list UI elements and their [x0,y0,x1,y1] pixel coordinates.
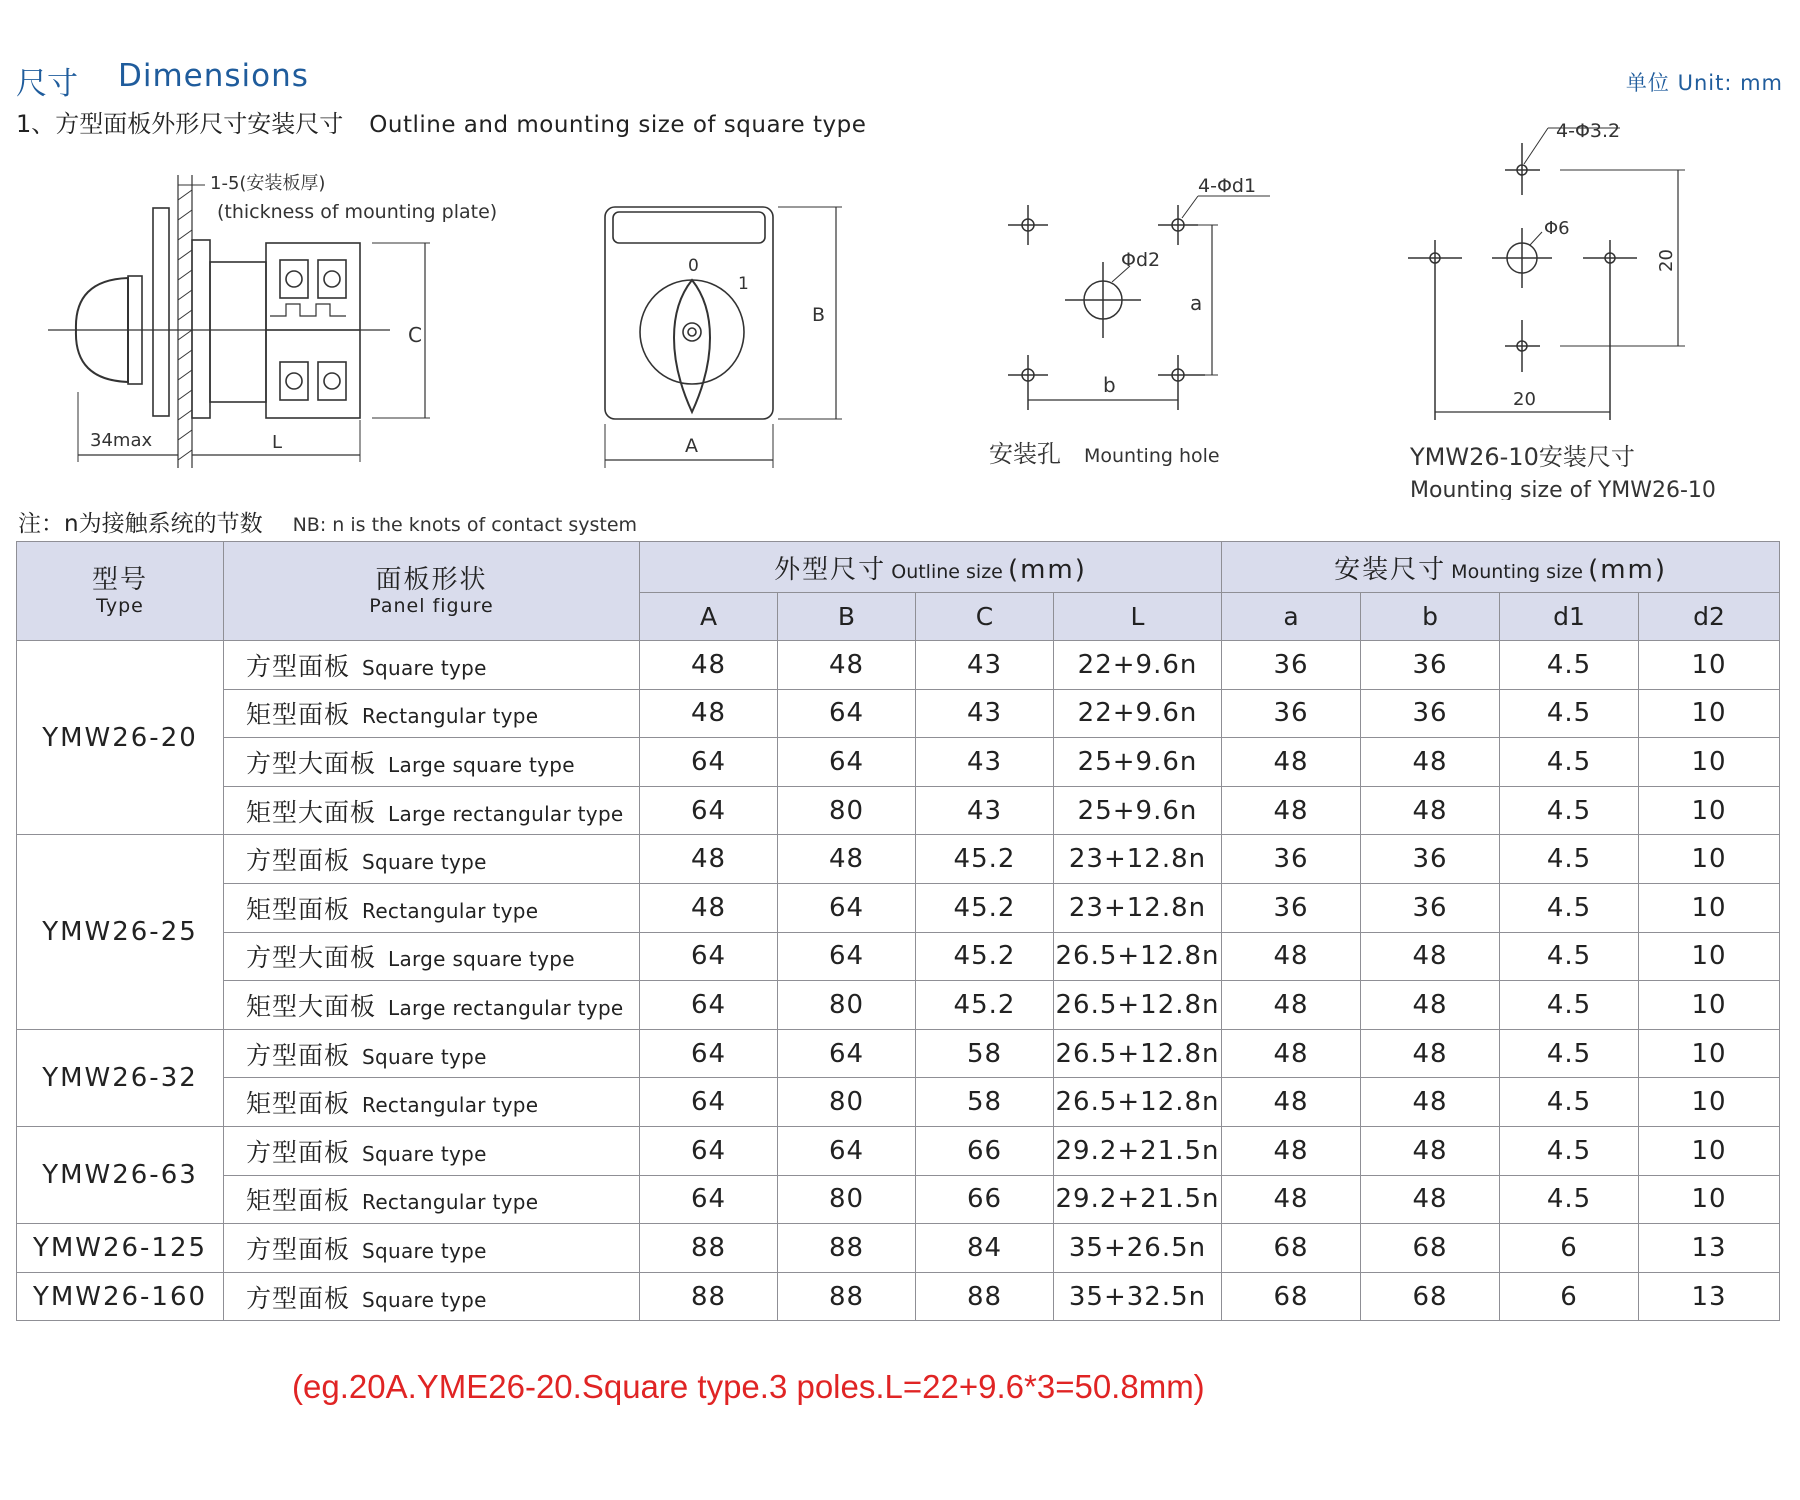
col-header-C: C [916,593,1054,641]
panel-figure-cell [224,932,640,981]
value-cell-a: 68 [1222,1224,1361,1273]
m10-20-vertical: 20 [1656,249,1677,272]
panel-figure-en: Rectangular type [362,1190,539,1215]
value-cell-b: 48 [1361,1029,1500,1078]
value-cell-C: 66 [916,1175,1054,1224]
value-cell-B: 80 [778,1078,916,1127]
table-row [17,932,1780,981]
value-cell-B: 80 [778,981,916,1030]
value-cell-b: 36 [1361,835,1500,884]
front-view-drawing [605,207,842,468]
value-cell-b: 48 [1361,786,1500,835]
hole-a: a [1190,291,1203,315]
front-0: 0 [688,256,699,276]
panel-figure-cn: 方型大面板 [246,748,377,778]
panel-figure-en: Square type [362,1141,487,1166]
value-cell-A: 64 [640,1029,778,1078]
value-cell-L: 23+12.8n [1054,835,1222,884]
m10-4phi32: 4-Φ3.2 [1556,120,1621,142]
table-row [17,1224,1780,1273]
header-panel: 面板形状 Panel figure [224,542,640,641]
value-cell-C: 84 [916,1224,1054,1273]
value-cell-b: 68 [1361,1224,1500,1273]
value-cell-A: 48 [640,641,778,690]
side-34max: 34max [90,430,153,451]
panel-figure-en: Rectangular type [362,704,539,729]
value-cell-B: 48 [778,641,916,690]
front-B: B [812,304,826,326]
hole-caption-en: Mounting hole [1084,445,1220,467]
col-header-A: A [640,593,778,641]
value-cell-C: 58 [916,1078,1054,1127]
table-row [17,1078,1780,1127]
value-cell-B: 48 [778,835,916,884]
dimension-table [16,541,1780,1321]
panel-figure-en: Square type [362,850,487,875]
value-cell-A: 48 [640,689,778,738]
panel-figure-en: Square type [362,1044,487,1069]
value-cell-d2: 10 [1639,641,1780,690]
table-row [17,738,1780,787]
hole-4d1: 4-Φd1 [1198,175,1257,197]
panel-figure-en: Square type [362,655,487,680]
panel-figure-cell [224,981,640,1030]
value-cell-d2: 13 [1639,1272,1780,1321]
header-type: 型号 Type [17,542,224,641]
value-cell-A: 88 [640,1272,778,1321]
m10-20-horizontal: 20 [1513,389,1536,410]
value-cell-b: 48 [1361,981,1500,1030]
value-cell-a: 48 [1222,932,1361,981]
value-cell-L: 35+26.5n [1054,1224,1222,1273]
value-cell-b: 68 [1361,1272,1500,1321]
panel-figure-cell [224,786,640,835]
value-cell-a: 48 [1222,1126,1361,1175]
value-cell-a: 48 [1222,786,1361,835]
value-cell-a: 48 [1222,738,1361,787]
value-cell-C: 45.2 [916,932,1054,981]
table-row [17,1126,1780,1175]
col-header-B: B [778,593,916,641]
value-cell-A: 64 [640,786,778,835]
value-cell-d1: 4.5 [1500,1126,1639,1175]
panel-figure-cell [224,835,640,884]
panel-figure-cn: 方型面板 [246,1283,351,1313]
value-cell-C: 43 [916,689,1054,738]
value-cell-d1: 4.5 [1500,981,1639,1030]
table-row [17,835,1780,884]
value-cell-d1: 4.5 [1500,883,1639,932]
table-row [17,981,1780,1030]
value-cell-b: 48 [1361,1175,1500,1224]
value-cell-A: 48 [640,835,778,884]
value-cell-b: 48 [1361,1126,1500,1175]
table-row [17,1175,1780,1224]
panel-figure-cell [224,1126,640,1175]
front-A: A [685,435,698,457]
type-cell: YMW26-25 [17,835,224,1029]
value-cell-B: 88 [778,1272,916,1321]
value-cell-d2: 10 [1639,932,1780,981]
example-formula: (eg.20A.YME26-20.Square type.3 poles.L=22+9.6*3=50.8mm) [292,1368,1205,1405]
title-en: Dimensions [118,58,309,94]
table-row [17,641,1780,690]
value-cell-a: 48 [1222,981,1361,1030]
panel-figure-cell [224,883,640,932]
value-cell-L: 22+9.6n [1054,689,1222,738]
value-cell-B: 64 [778,932,916,981]
table-row [17,689,1780,738]
value-cell-b: 48 [1361,738,1500,787]
value-cell-d2: 10 [1639,835,1780,884]
value-cell-d2: 10 [1639,981,1780,1030]
value-cell-L: 22+9.6n [1054,641,1222,690]
panel-figure-cn: 矩型大面板 [246,991,377,1021]
m10-caption-en: Mounting size of YMW26-10 [1410,478,1716,500]
panel-figure-cn: 矩型面板 [246,894,351,924]
value-cell-B: 80 [778,786,916,835]
value-cell-B: 64 [778,689,916,738]
type-cell: YMW26-160 [17,1272,224,1321]
ymw26-10-drawing [1408,128,1685,420]
value-cell-C: 58 [916,1029,1054,1078]
value-cell-d1: 4.5 [1500,786,1639,835]
value-cell-d1: 4.5 [1500,1078,1639,1127]
value-cell-L: 29.2+21.5n [1054,1175,1222,1224]
value-cell-B: 80 [778,1175,916,1224]
value-cell-L: 23+12.8n [1054,883,1222,932]
col-header-d2: d2 [1639,593,1780,641]
panel-figure-cell [224,1078,640,1127]
value-cell-a: 48 [1222,1029,1361,1078]
value-cell-d1: 4.5 [1500,641,1639,690]
table-row [17,1272,1780,1321]
header-mounting: 安装尺寸 Mounting size (mm) [1222,542,1780,593]
value-cell-B: 64 [778,1126,916,1175]
value-cell-L: 26.5+12.8n [1054,932,1222,981]
m10-caption-cn: YMW26-10安装尺寸 [1410,443,1635,471]
table-row [17,786,1780,835]
panel-figure-cn: 方型面板 [246,1040,351,1070]
side-L: L [272,432,283,453]
value-cell-b: 36 [1361,689,1500,738]
value-cell-d1: 6 [1500,1272,1639,1321]
col-header-a: a [1222,593,1361,641]
value-cell-a: 48 [1222,1078,1361,1127]
type-cell: YMW26-63 [17,1126,224,1223]
value-cell-a: 36 [1222,835,1361,884]
side-thickness-en: (thickness of mounting plate) [217,201,498,223]
value-cell-d1: 4.5 [1500,738,1639,787]
value-cell-b: 36 [1361,883,1500,932]
front-1: 1 [738,274,749,294]
value-cell-a: 36 [1222,641,1361,690]
col-header-d1: d1 [1500,593,1639,641]
value-cell-d2: 10 [1639,689,1780,738]
subtitle-cn: 1、方型面板外形尺寸安装尺寸 [16,110,344,138]
side-C: C [408,323,422,347]
value-cell-C: 43 [916,641,1054,690]
value-cell-B: 88 [778,1224,916,1273]
panel-figure-en: Large square type [388,947,575,972]
value-cell-d2: 10 [1639,1029,1780,1078]
value-cell-L: 29.2+21.5n [1054,1126,1222,1175]
value-cell-A: 64 [640,1126,778,1175]
value-cell-L: 26.5+12.8n [1054,981,1222,1030]
value-cell-a: 36 [1222,689,1361,738]
header-outline: 外型尺寸 Outline size (mm) [640,542,1222,593]
value-cell-A: 88 [640,1224,778,1273]
value-cell-a: 48 [1222,1175,1361,1224]
panel-figure-cn: 方型大面板 [246,943,377,973]
panel-figure-en: Rectangular type [362,1093,539,1118]
panel-figure-cell [224,1224,640,1273]
value-cell-d2: 10 [1639,738,1780,787]
value-cell-C: 43 [916,786,1054,835]
value-cell-d2: 13 [1639,1224,1780,1273]
value-cell-C: 88 [916,1272,1054,1321]
panel-figure-cn: 方型面板 [246,1137,351,1167]
panel-figure-cell [224,689,640,738]
panel-figure-en: Square type [362,1238,487,1263]
value-cell-C: 66 [916,1126,1054,1175]
value-cell-A: 64 [640,738,778,787]
panel-figure-en: Large rectangular type [388,801,624,826]
panel-figure-en: Rectangular type [362,898,539,923]
note [18,505,637,538]
value-cell-b: 36 [1361,641,1500,690]
title-cn: 尺寸 [16,66,78,102]
hole-d2: Φd2 [1121,249,1161,271]
panel-figure-cn: 方型面板 [246,1234,351,1264]
unit-label: 单位 Unit: mm [1625,71,1783,95]
value-cell-d1: 4.5 [1500,1029,1639,1078]
value-cell-b: 48 [1361,932,1500,981]
value-cell-d2: 10 [1639,1078,1780,1127]
side-thickness-cn: 1-5(安装板厚) [210,173,326,194]
value-cell-B: 64 [778,738,916,787]
panel-figure-cn: 方型面板 [246,846,351,876]
panel-figure-cell [224,738,640,787]
value-cell-A: 48 [640,883,778,932]
value-cell-a: 36 [1222,883,1361,932]
mounting-hole-drawing [1008,196,1270,410]
panel-figure-cell [224,641,640,690]
panel-figure-cn: 矩型面板 [246,1089,351,1119]
value-cell-d2: 10 [1639,786,1780,835]
value-cell-C: 45.2 [916,835,1054,884]
type-cell: YMW26-32 [17,1029,224,1126]
dimension-figures [0,0,1800,500]
value-cell-C: 45.2 [916,981,1054,1030]
hole-b: b [1103,373,1116,397]
value-cell-d1: 4.5 [1500,689,1639,738]
value-cell-L: 35+32.5n [1054,1272,1222,1321]
type-cell: YMW26-125 [17,1224,224,1273]
value-cell-b: 48 [1361,1078,1500,1127]
value-cell-A: 64 [640,932,778,981]
value-cell-d2: 10 [1639,1175,1780,1224]
panel-figure-cn: 矩型大面板 [246,797,377,827]
value-cell-L: 25+9.6n [1054,738,1222,787]
panel-figure-cell [224,1029,640,1078]
value-cell-B: 64 [778,883,916,932]
value-cell-A: 64 [640,1078,778,1127]
value-cell-d1: 4.5 [1500,1175,1639,1224]
col-header-L: L [1054,593,1222,641]
table-row [17,1029,1780,1078]
note-cn: 注：n为接触系统的节数 [18,511,263,537]
value-cell-L: 26.5+12.8n [1054,1078,1222,1127]
panel-figure-cell [224,1175,640,1224]
value-cell-d2: 10 [1639,1126,1780,1175]
col-header-b: b [1361,593,1500,641]
subtitle-en: Outline and mounting size of square type [369,112,867,138]
value-cell-C: 45.2 [916,883,1054,932]
table-row [17,883,1780,932]
value-cell-d1: 6 [1500,1224,1639,1273]
value-cell-L: 25+9.6n [1054,786,1222,835]
panel-figure-cn: 方型面板 [246,651,351,681]
panel-figure-cn: 矩型面板 [246,700,351,730]
value-cell-a: 68 [1222,1272,1361,1321]
panel-figure-cn: 矩型面板 [246,1186,351,1216]
value-cell-A: 64 [640,981,778,1030]
panel-figure-en: Large rectangular type [388,995,624,1020]
value-cell-d1: 4.5 [1500,835,1639,884]
value-cell-d2: 10 [1639,883,1780,932]
panel-figure-en: Square type [362,1287,487,1312]
value-cell-C: 43 [916,738,1054,787]
panel-figure-cell [224,1272,640,1321]
note-en: NB: n is the knots of contact system [292,514,638,536]
value-cell-A: 64 [640,1175,778,1224]
hole-caption-cn: 安装孔 [989,440,1061,468]
m10-phi6: Φ6 [1544,218,1570,239]
value-cell-d1: 4.5 [1500,932,1639,981]
value-cell-B: 64 [778,1029,916,1078]
value-cell-L: 26.5+12.8n [1054,1029,1222,1078]
panel-figure-en: Large square type [388,752,575,777]
type-cell: YMW26-20 [17,641,224,835]
